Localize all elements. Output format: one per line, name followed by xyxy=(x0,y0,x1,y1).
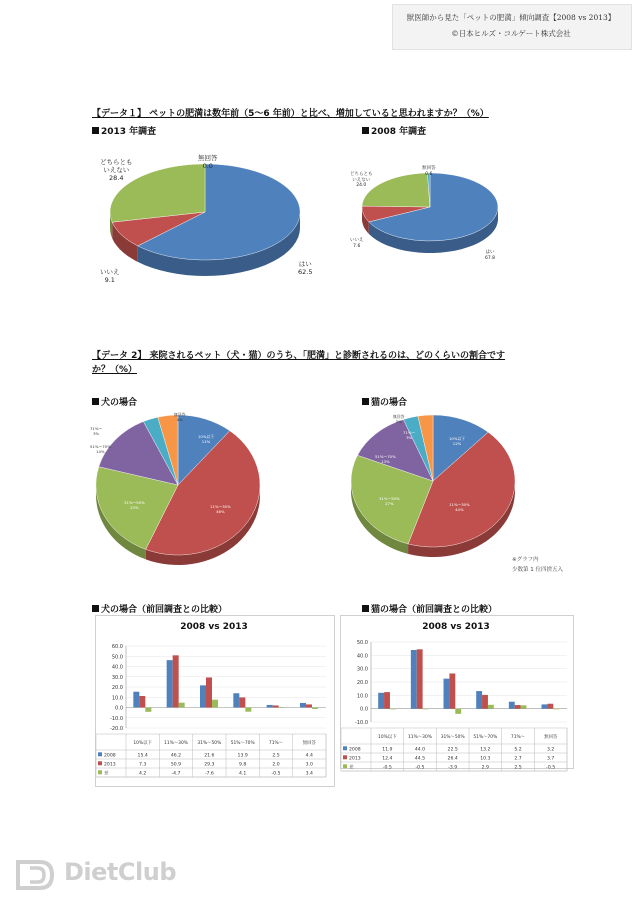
pie-label xyxy=(449,503,470,512)
pie-label-line: 0.6 xyxy=(425,171,433,177)
pie-label-line: どちらとも xyxy=(350,172,373,177)
table-cell: -4.7 xyxy=(171,771,181,777)
bar xyxy=(206,677,212,707)
pie-label-line: いいえ xyxy=(350,238,364,243)
table-cell: 4.2 xyxy=(139,771,147,777)
square-bullet-icon xyxy=(92,605,99,612)
category-label: 無回答 xyxy=(302,741,316,746)
series-name: 差 xyxy=(349,765,354,771)
bar xyxy=(139,696,145,707)
square-bullet-icon xyxy=(92,398,99,405)
y-tick-label: 30.0 xyxy=(111,674,123,681)
pie-label xyxy=(90,445,111,454)
table-cell: 3.4 xyxy=(305,771,313,777)
bar-chart-cat-title: 2008 vs 2013 xyxy=(422,622,490,632)
bar xyxy=(167,660,173,707)
legend-swatch xyxy=(343,755,347,759)
legend-swatch xyxy=(98,761,102,765)
y-tick-label: 0.0 xyxy=(360,706,368,713)
pie-label xyxy=(485,250,495,261)
pie-label-line: はい xyxy=(485,250,495,255)
pie-label-line: 44% xyxy=(455,506,464,512)
subhead-dog-compare-label: 犬の場合（前回調査との比較） xyxy=(101,605,228,615)
pie-label-line: 67.8 xyxy=(485,255,496,261)
bar xyxy=(521,705,527,708)
pie-label xyxy=(100,158,133,182)
table-cell: 7.3 xyxy=(139,762,147,768)
bar-axis xyxy=(110,644,326,732)
table-cell: 4.4 xyxy=(305,753,313,759)
y-tick-label: 0.0 xyxy=(115,705,123,712)
pie-label-line: 31%～50% xyxy=(124,500,145,505)
table-cell: -0.5 xyxy=(415,765,425,771)
pie-label-line: 11%～30% xyxy=(210,504,231,509)
pie-label-line: 11% xyxy=(201,438,211,444)
pie-label-line: いえない xyxy=(352,177,371,183)
bar xyxy=(245,708,251,712)
pie-label-line: 無回答 xyxy=(393,414,405,419)
bar xyxy=(133,692,139,708)
series-name: 2008 xyxy=(349,747,361,753)
pie-label xyxy=(198,154,218,170)
table-cell: 2.9 xyxy=(481,765,489,771)
pie-label-line: 3% xyxy=(406,434,413,440)
note-line1: ※グラフ内 xyxy=(512,557,539,563)
pie-label xyxy=(210,505,231,514)
pie-label-line: 4% xyxy=(176,416,183,422)
pie-label-line: 11%～30% xyxy=(449,502,470,507)
pie-label-line: 13% xyxy=(381,458,390,464)
series-name: 2008 xyxy=(104,753,116,759)
bar-chart-dog xyxy=(96,636,332,784)
square-bullet-icon xyxy=(362,398,369,405)
pie-label xyxy=(393,415,404,424)
table-cell: 50.9 xyxy=(170,762,182,768)
pie-label-line: 27% xyxy=(385,500,394,506)
pie-label xyxy=(350,238,364,249)
category-label: 51%～70% xyxy=(473,735,498,740)
pie-chart-cat xyxy=(345,405,545,575)
table-cell: 2.5 xyxy=(272,753,280,759)
subhead-cat-label: 猫の場合 xyxy=(371,398,408,408)
bar xyxy=(423,709,429,710)
y-tick-label: 20.0 xyxy=(356,680,368,686)
report-title: 獣医師から見た「ペットの肥満」傾向調査【2008 vs 2013】 xyxy=(406,13,616,22)
pie-label-line: 0.0 xyxy=(202,162,213,170)
bar xyxy=(547,704,553,709)
legend-swatch xyxy=(98,770,102,774)
pie-label xyxy=(379,497,400,506)
subhead-dog-compare xyxy=(92,602,227,615)
bar xyxy=(553,709,559,710)
y-tick-label: 20.0 xyxy=(111,685,123,691)
y-tick-label: -10.0 xyxy=(110,715,123,722)
pie-label-line: どちらとも xyxy=(100,158,133,166)
bar xyxy=(145,708,151,712)
pie-label xyxy=(350,172,373,189)
table-cell: 46.2 xyxy=(170,753,182,759)
y-tick-label: 30.0 xyxy=(356,666,368,673)
bar xyxy=(411,650,417,709)
table-cell: 2.7 xyxy=(514,756,522,762)
pie-label xyxy=(90,427,102,436)
pie-label-line: 無回答 xyxy=(198,154,218,162)
bar xyxy=(300,703,306,708)
bar xyxy=(173,655,179,707)
category-label: 71%～ xyxy=(268,741,284,746)
table-cell: -7.6 xyxy=(204,771,214,777)
pie-chart-dog xyxy=(90,405,290,585)
y-tick-label: 60.0 xyxy=(111,644,123,650)
subhead-2013 xyxy=(92,124,156,137)
table-cell: 3.2 xyxy=(547,747,555,753)
table-cell: 2.5 xyxy=(514,765,522,771)
report-header-box xyxy=(392,4,632,50)
bar xyxy=(488,705,494,709)
pie-label xyxy=(124,501,145,510)
table-cell: -0.5 xyxy=(382,765,392,771)
table-cell: 3.7 xyxy=(547,756,555,762)
pie-label-line: 31%～50% xyxy=(379,496,400,501)
series-name: 差 xyxy=(104,771,109,777)
table-cell: 4.1 xyxy=(239,771,247,777)
data2-title-line2: か？（%） xyxy=(92,365,138,375)
category-label: 11%～30% xyxy=(164,741,188,746)
bar xyxy=(212,700,218,708)
note-line2: 少数第 1 位四捨五入 xyxy=(512,567,563,573)
pie-label-line: 無回答 xyxy=(422,166,436,171)
table-cell: 44.0 xyxy=(414,747,426,753)
dietclub-logo-icon xyxy=(14,858,58,892)
pie-label-line: 14% xyxy=(96,448,105,454)
category-label: 31%～50% xyxy=(197,741,222,746)
bar xyxy=(312,708,318,709)
legend-swatch xyxy=(343,764,347,768)
pie-label-line: 23% xyxy=(130,504,139,510)
pie-label-line: 28.4 xyxy=(109,174,124,182)
table-cell: 29.3 xyxy=(204,762,215,768)
category-label: 11%～30% xyxy=(408,735,432,740)
bar xyxy=(449,673,455,708)
y-tick-label: -20.0 xyxy=(110,726,123,732)
category-label: 31%～50% xyxy=(440,735,465,740)
subhead-2013-label: 2013 年調査 xyxy=(101,127,157,137)
pie-label-line: 3% xyxy=(93,430,100,436)
pie-label-line: 24.0 xyxy=(356,183,367,188)
y-tick-label: 10.0 xyxy=(111,695,123,702)
pie-label xyxy=(403,431,415,440)
bar xyxy=(273,705,279,707)
subhead-2008-label: 2008 年調査 xyxy=(371,127,427,137)
table-cell: 12.4 xyxy=(382,756,393,762)
subhead-cat-compare xyxy=(362,602,497,615)
bar xyxy=(455,709,461,714)
pie-label-line: 10%以下 xyxy=(198,434,215,439)
category-label: 51%～70% xyxy=(230,741,255,746)
data-table xyxy=(341,728,567,771)
pie-label xyxy=(422,166,436,177)
pie-label-line: 無回答 xyxy=(174,412,186,417)
square-bullet-icon xyxy=(362,605,369,612)
pie-chart-2013 xyxy=(100,140,340,300)
bar xyxy=(384,692,390,709)
category-label: 10%以下 xyxy=(133,741,152,746)
square-bullet-icon xyxy=(362,127,369,134)
table-cell: 11.9 xyxy=(382,747,393,753)
y-tick-label: 50.0 xyxy=(111,654,123,661)
bar xyxy=(476,691,482,709)
bar xyxy=(444,679,450,709)
category-label: 10%以下 xyxy=(378,735,397,740)
table-cell: 5.2 xyxy=(514,747,522,753)
pie-label xyxy=(298,260,312,276)
legend-swatch xyxy=(343,746,347,750)
bar xyxy=(378,693,384,709)
table-cell: 15.4 xyxy=(137,753,148,759)
y-tick-label: 50.0 xyxy=(356,640,368,646)
bar xyxy=(279,708,285,709)
dietclub-logo-text: DietClub xyxy=(64,858,177,886)
bar xyxy=(542,704,548,708)
data2-title-line1: 【データ 2】 来院されるペット（犬・猫）のうち、「肥満」と診断されるのは、どのくらいの割合です xyxy=(92,351,506,361)
category-label: 71%～ xyxy=(510,735,526,740)
series-name: 2013 xyxy=(349,756,361,762)
table-cell: -3.9 xyxy=(448,765,458,771)
pie-label-line: 9.1 xyxy=(104,276,115,284)
bar xyxy=(267,705,273,708)
table-cell: 13.9 xyxy=(237,753,248,759)
subhead-cat-compare-label: 猫の場合（前回調査との比較） xyxy=(371,605,498,615)
series-name: 2013 xyxy=(104,762,116,768)
y-tick-label: 40.0 xyxy=(111,664,123,671)
y-tick-label: 40.0 xyxy=(356,653,368,660)
table-cell: 13.2 xyxy=(480,747,491,753)
table-cell: 10.3 xyxy=(480,756,491,762)
category-label: 無回答 xyxy=(544,735,558,740)
table-cell: -0.5 xyxy=(271,771,281,777)
bar xyxy=(306,704,312,707)
bar xyxy=(390,709,396,710)
subhead-dog-label: 犬の場合 xyxy=(101,398,138,408)
report-copyright: ©日本ヒルズ・コルゲート株式会社 xyxy=(451,29,571,38)
pie-label-line: 62.5 xyxy=(298,268,313,276)
bar-chart-dog-title: 2008 vs 2013 xyxy=(180,622,248,632)
table-cell: 3.0 xyxy=(305,762,313,768)
table-cell: 2.0 xyxy=(272,762,280,768)
bar xyxy=(515,705,521,709)
pie-label-line: 46% xyxy=(216,508,225,514)
bar xyxy=(509,702,515,709)
pie-label-line: 51%～70% xyxy=(90,444,111,449)
bar xyxy=(239,697,245,707)
square-bullet-icon xyxy=(92,127,99,134)
pie-label xyxy=(375,455,396,464)
pie-label-line: いえない xyxy=(103,166,130,174)
pie-label-line: 3% xyxy=(395,418,402,424)
bar-chart-cat xyxy=(341,636,571,771)
pie-label-line: 71%～ xyxy=(90,426,103,431)
pie-label-line: 51%～70% xyxy=(375,454,396,459)
subhead-2008 xyxy=(362,124,426,137)
table-cell: 44.5 xyxy=(414,756,426,762)
pie-label-line: 12% xyxy=(452,440,462,446)
legend-swatch xyxy=(98,752,102,756)
pie-label-line: 71%～ xyxy=(403,430,416,435)
pie-label-line: はい xyxy=(298,260,312,268)
bar xyxy=(482,695,488,709)
bar xyxy=(417,649,423,708)
y-tick-label: -10.0 xyxy=(355,720,368,726)
pie-label-line: いいえ xyxy=(100,268,120,276)
pie-label xyxy=(198,435,214,444)
data-table xyxy=(96,734,326,777)
bar xyxy=(200,685,206,707)
table-cell: 26.4 xyxy=(447,756,458,762)
pie-label-line: 7.6 xyxy=(353,243,361,249)
table-cell: -0.5 xyxy=(546,765,556,771)
bar xyxy=(179,703,185,708)
pie-label xyxy=(449,437,465,446)
pie-label xyxy=(100,268,120,284)
table-cell: 22.5 xyxy=(447,747,458,753)
y-tick-label: 10.0 xyxy=(356,693,368,700)
pie-label xyxy=(174,413,185,422)
data1-title: 【データ１】 ペットの肥満は数年前（5～6 年前）と比べ、増加していると思われますか？（%） xyxy=(92,109,489,119)
table-cell: 21.6 xyxy=(204,753,215,759)
table-cell: 9.8 xyxy=(239,762,247,768)
pie-label-line: 10%以下 xyxy=(449,436,466,441)
bar xyxy=(233,693,239,707)
